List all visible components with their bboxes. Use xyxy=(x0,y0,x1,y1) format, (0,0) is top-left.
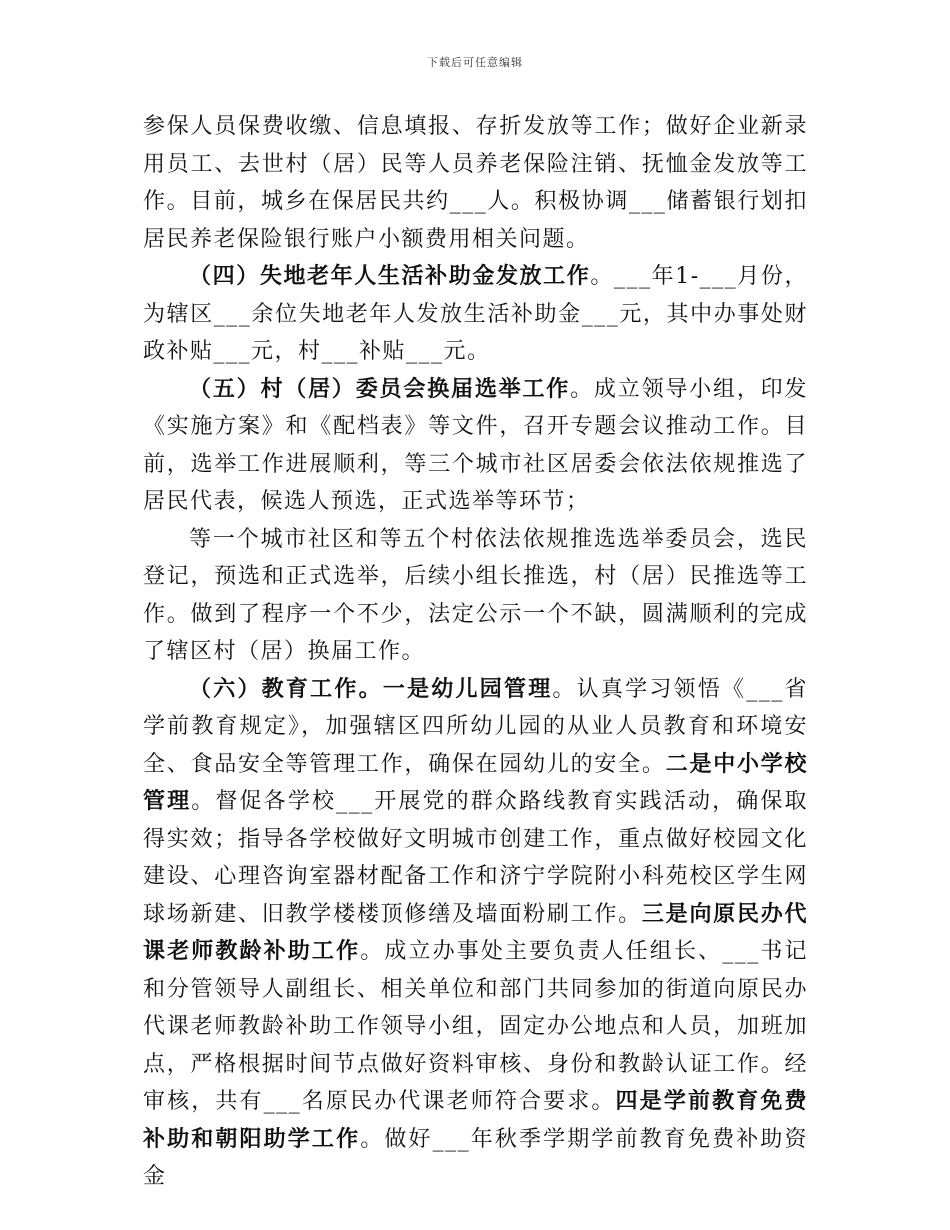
paragraph-text: 。成立领导小组，印发《实施方案》和《配档表》等文件，召开专题会议推动工作。目前，选举工作进展顺利，等三个城市社区居委会依法依规推选了居民代表，候选人预选，正式选举等环节； xyxy=(143,376,808,514)
sub-heading-schools: 二是中小学校管理 xyxy=(143,750,808,814)
section-heading-6: （六）教育工作。一是幼儿园管理 xyxy=(189,675,553,702)
sub-heading-teacher-subsidy: 三是向原民办代课老师教龄补助工作 xyxy=(143,900,808,964)
page-header: 下载后可任意编辑 xyxy=(427,56,523,69)
paragraph-text: 。认真学习领悟《___省学前教育规定》，加强辖区四所幼儿园的从业人员教育和环境安全、食品安全等管理工作，确保在园幼儿的安全。 xyxy=(143,676,808,777)
paragraph-education xyxy=(143,671,808,1196)
paragraph-text: 。成立办事处主要负责人任组长、___书记和分管领导人副组长、相关单位和部门共同参加的街道向原民办代课老师教龄补助工作领导小组，固定办公地点和人员，加班加点，严格根据时间节点做好资料审核、身份和教龄认证工作。经审核，共有___名原民办代课老师符合要求。 xyxy=(143,939,808,1114)
document-body xyxy=(143,108,808,1196)
paragraph-text: 。___年1-___月份，为辖区___余位失地老年人发放生活补助金___元，其中办事处财政补贴___元，村___补贴___元。 xyxy=(143,264,808,364)
sub-heading-preschool-aid: 四是学前教育免费补助和朝阳助学工作 xyxy=(143,1088,808,1152)
paragraph-text: 。督促各学校___开展党的群众路线教育实践活动，确保取得实效；指导各学校做好文明城市创建工作，重点做好校园文化建设、心理咨询室器材配备工作和济宁学院附小科苑校区学生网球场新建、旧教学楼楼顶修缮及墙面粉刷工作。 xyxy=(143,789,808,927)
paragraph-land-loss-subsidy xyxy=(143,258,808,371)
section-heading-5: （五）村（居）委员会换届选举工作 xyxy=(189,375,571,402)
paragraph-election-continued: 等一个城市社区和等五个村依法依规推选选举委员会，选民登记，预选和正式选举，后续小组长推选，村（居）民推选等工作。做到了程序一个不少，法定公示一个不缺，圆满顺利的完成了辖区村（居）换届工作。 xyxy=(143,526,808,664)
paragraph-text: 。做好___年秋季学期学前教育免费补助资金 xyxy=(143,1126,808,1189)
section-heading-4: （四）失地老年人生活补助金发放工作 xyxy=(189,263,591,289)
paragraph-social-insurance: 参保人员保费收缴、信息填报、存折发放等工作；做好企业新录用员工、去世村（居）民等人员养老保险注销、抚恤金发放等工作。目前，城乡在保居民共约___人。积极协调___储蓄银行划扣居民养老保险银行账户小额费用相关问题。 xyxy=(143,114,808,252)
paragraph-election xyxy=(143,371,808,521)
